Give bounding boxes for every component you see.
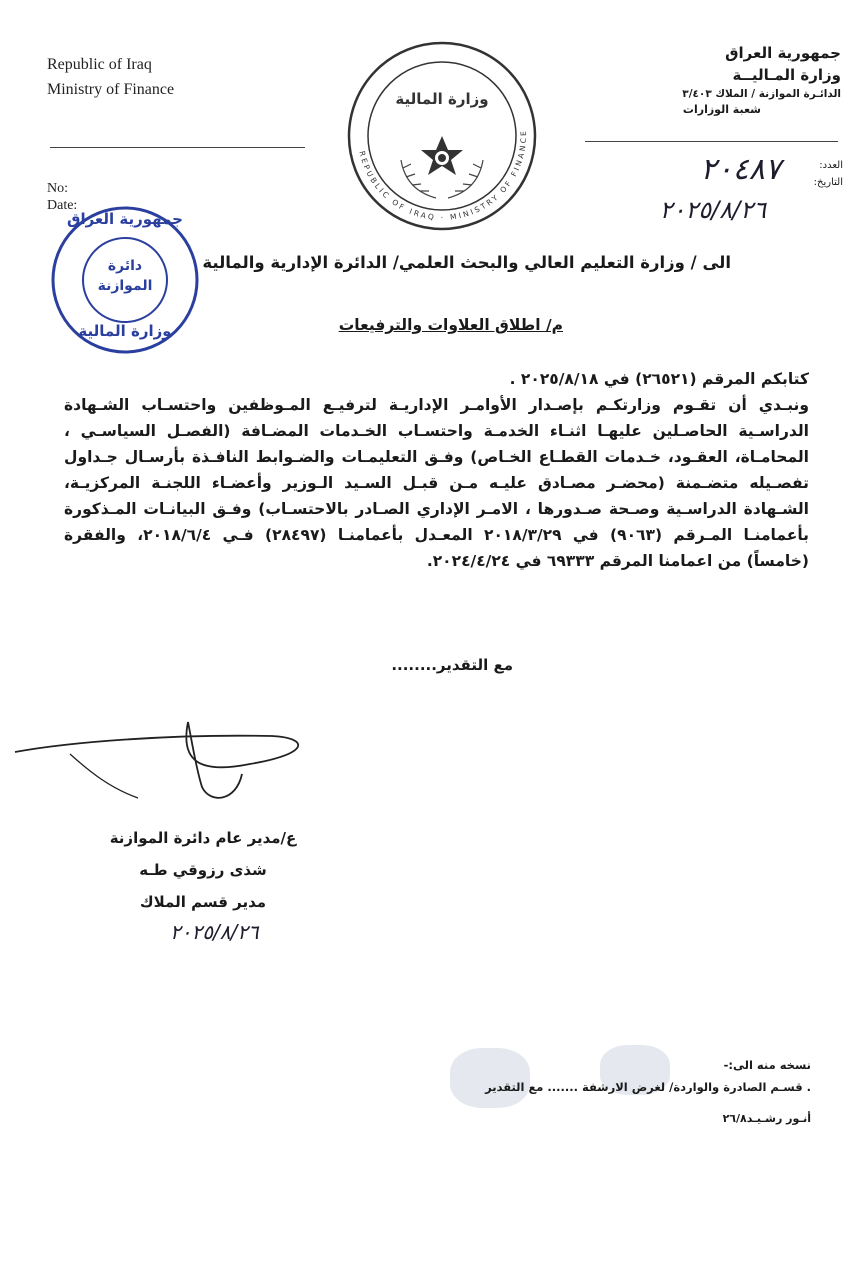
stamp-center-line2: الموازنة — [97, 278, 153, 294]
stamp-center-line1: دائرة — [107, 258, 143, 274]
body-paragraph-main: ونبـدي أن تقـوم وزارتكـم بإصـدار الأوامـر الإداريـة لترفيـع المـوظفين واحتسـاب الشـهادة الدراسـية الحاصـلين عليهـا اثنـاء الخدمـة واحتسـاب الخـدمات المضـافة (الفصـل السياسـي ، المحامـاة، العقـود، خـدمات القطـاع الخـاص) وفـق التعليمـات والضـوابط النافـذة بأرسـال جـداول تفصـيله متضـمنة (محضـر مصـادق عليـه مـن قبـل السـيد الـوزير وأعضـاء اللجنـة المركزيـة، الشـهادة الدراسـية وصـحة صـدورها ، الامـر الإداري الصـادر بالاحتسـاب) وفـق البيانـات المـذكورة بأعمامنـا المـرقم (٩٠٦٣) في ٢٠١٨/٣/٢٩ المعـدل بأعمامنـا (٢٨٤٩٧) فـي ٢٠١٨/٦/٤، والفقرة (خامساً) من اعمامنا المرقم ٦٩٣٣٣ في ٢٠٢٤/٤/٢٤. — [64, 396, 809, 570]
emblem-star-ornament — [421, 136, 463, 175]
stamp-bottom-text: وزارة المالية — [78, 322, 172, 340]
header-arabic-line3: الدائـرة الموازنة / الملاك ٣/٤٠٣ — [682, 88, 841, 100]
header-arabic-line2: وزارة المـاليــة — [732, 66, 841, 84]
stamp-center — [85, 256, 165, 296]
subject-line: م/ اطلاق العلاوات والترفيعات — [338, 316, 563, 334]
date-label-english: Date: — [47, 198, 78, 213]
recipient-line: الى / وزارة التعليم العالي والبحث العلمي/ الدائرة الإدارية والمالية — [202, 253, 731, 272]
emblem-svg — [346, 40, 538, 232]
handwritten-signature — [10, 712, 310, 812]
signatory-name: شذى رزوقي طـه — [139, 861, 267, 879]
signature-tail — [70, 754, 138, 798]
signature-svg — [10, 712, 310, 812]
copy-to-label: نسخه منه الى:- — [723, 1058, 811, 1072]
budget-department-stamp — [49, 204, 201, 356]
scan-smudge — [450, 1048, 530, 1108]
header-english — [47, 52, 174, 102]
emblem-center-text: وزارة المالية — [395, 90, 489, 108]
header-english-line2: Ministry of Finance — [47, 81, 175, 98]
handwritten-reference-date: ٢٠٢٥/٨/٢٦ — [659, 196, 766, 224]
header-english-line1: Republic of Iraq — [47, 56, 152, 73]
signing-date: ٢٠٢٥/٨/٢٦ — [170, 920, 259, 944]
ministry-emblem-seal — [346, 40, 538, 232]
header-right-rule — [585, 141, 838, 142]
closing-text: مع التقدير........ — [391, 656, 513, 674]
reference-labels-arabic — [814, 157, 843, 191]
emblem-ring-text: REPUBLIC OF IRAQ · MINISTRY OF FINANCE — [357, 128, 529, 223]
body-paragraph-reference: كتابكم المرقم (٢٦٥٢١) في ٢٠٢٥/٨/١٨ . — [509, 370, 809, 388]
copy-to-line1: . قسـم الصادرة والواردة/ لغرض الارشفة ....... مع التقدير — [485, 1080, 811, 1094]
signature-block — [83, 822, 323, 918]
letter-body — [64, 366, 809, 574]
signatory-title: ع/مدير عام دائرة الموازنة — [109, 829, 297, 847]
number-label-english: No: — [47, 181, 68, 196]
number-label-arabic: العدد: — [819, 160, 843, 171]
header-arabic — [641, 42, 841, 118]
copy-to-line2: أنـور رشـيـد٢٦/٨ — [722, 1112, 811, 1125]
header-arabic-line1: جمهورية العراق — [725, 44, 841, 62]
handwritten-reference-number: ٢٠٤٨٧ — [700, 152, 781, 187]
date-label-arabic: التاريخ: — [813, 177, 843, 188]
header-left-rule — [50, 147, 305, 148]
signature-stroke — [15, 722, 298, 798]
stamp-top-text: جمهورية العراق — [67, 210, 183, 228]
signatory-position: مدير قسم الملاك — [139, 893, 267, 911]
header-arabic-line4: شعبة الوزارات — [682, 103, 761, 116]
